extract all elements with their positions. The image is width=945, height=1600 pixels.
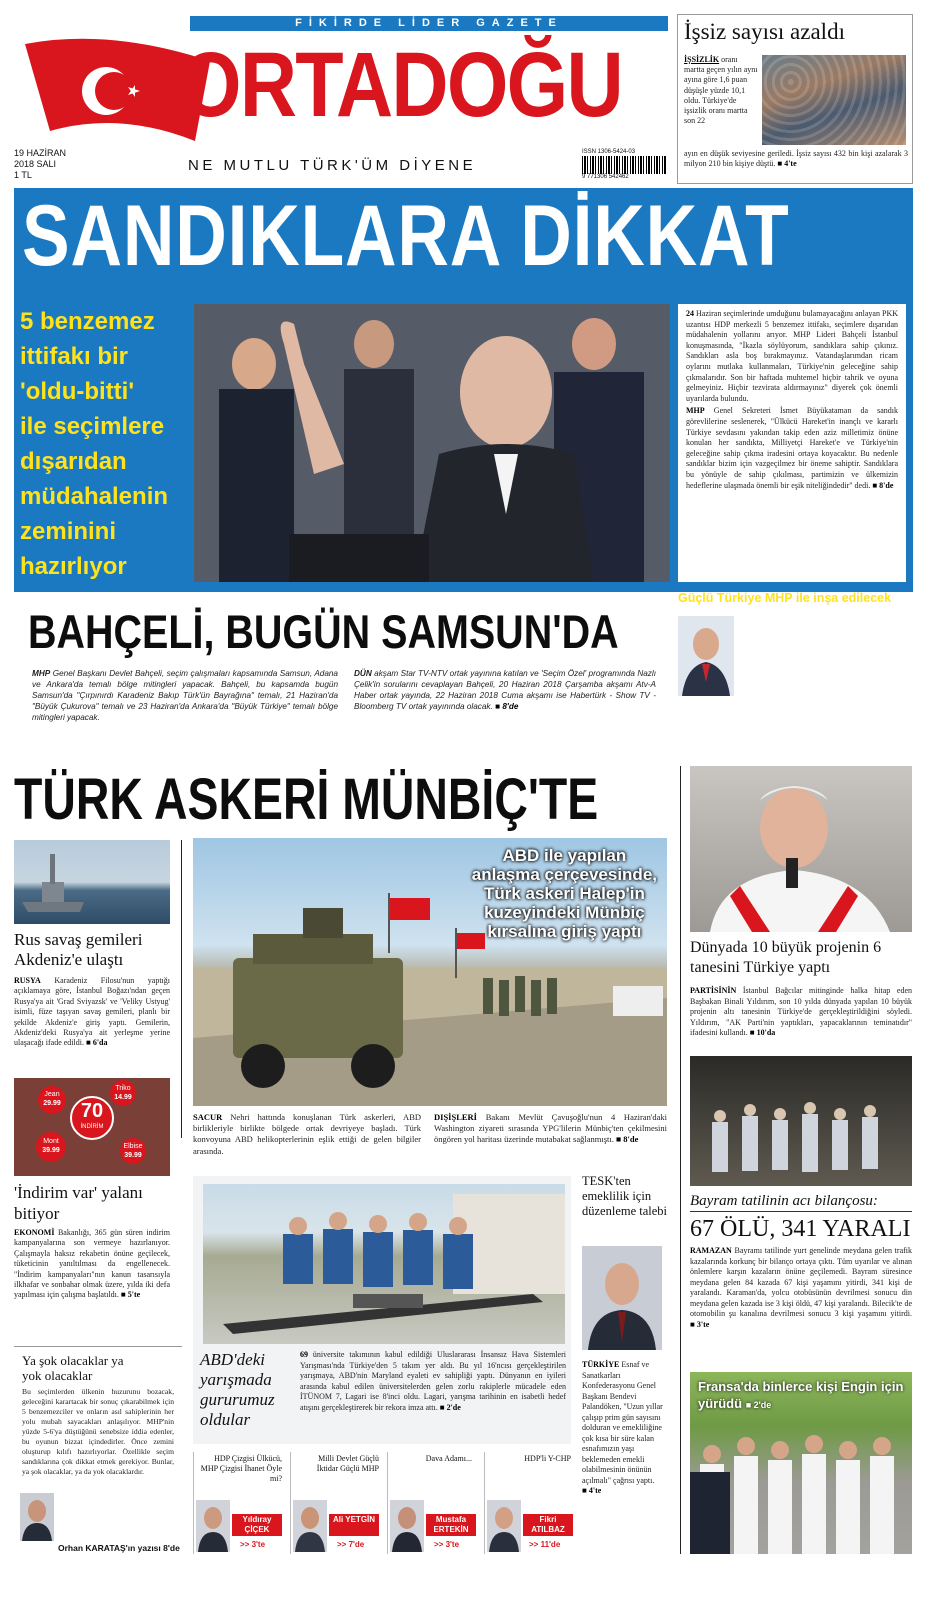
bahceli-headline: BAHÇELİ, BUGÜN SAMSUN'DA (28, 605, 619, 658)
akcay-headline: Güçlü Türkiye MHP ile inşa edilecek (678, 591, 892, 605)
funeral-photo (690, 1056, 912, 1186)
rus-headline: Rus savaş gemileri Akdeniz'e ulaştı (14, 930, 143, 969)
fransa-headline: Fransa'da binlerce kişi Engin için yürüdü ■ 2'de (698, 1379, 904, 1411)
columnist-3[interactable]: Dava Adamı... Mustafa ERTEKİN >> 3'te (387, 1452, 477, 1554)
drone-team-photo (203, 1184, 565, 1344)
yildirim-photo (690, 766, 912, 932)
karatas-photo (20, 1493, 54, 1541)
masthead-slogan: FİKİRDE LİDER GAZETE (190, 16, 668, 31)
indirim-text: EKONOMİ Bakanlığı, 365 gün süren indirim kampanyalarına son vermeye hazırlanıyor. Çalışmayla haksız rekabetin önüne geçilecek, tüketicinin yanıltılması da engellenecek. "İndirim kampanyaları"nın kanun tasarısıyla ilkhafar ve sonbahar olmak üzere, yılda iki defa yapılması için çalışma başlatıldı. ■ 5'te (14, 1228, 170, 1300)
munbic-left-text: SACUR Nehri hattında konuşlanan Türk askerleri, ABD birlikleriyle birlikte bölgede ortak devriyeye başladı. Türk konvoyuna ABD helikopterlerinin eşlik ettiği de gelen bilgiler arasında. (193, 1112, 422, 1156)
columnist-1-photo (196, 1500, 230, 1552)
main-headline: SANDIKLARA DİKKAT (22, 188, 790, 284)
yildirim-text: PARTİSİNİN İstanbul Bağcılar mitinginde halka hitap eden Başbakan Binali Yıldırım, son 10 yılda dünyada yapılan 10 büyük projenin altı tanesinin Türkiye'de gerçekleştirildiğini söyledi. Yıldırım, "AK Parti'nin yaptıkları, yapacaklarının teminatıdır" ifadesini kullandı. ■ 10'da (690, 986, 912, 1037)
main-subhead: 5 benzemez ittifakı bir 'oldu-bitti' ile seçimlere dışarıdan müdahalenin zeminini hazırlıyor (20, 308, 169, 580)
akcay-box[interactable] (678, 590, 908, 754)
bahceli-right-text: DÜN akşam Star TV-NTV ortak yayınına katılan ve 'Seçim Özel' programında Nazlı Çelik'in sorularını cevaplayan Bahçeli, 20 Haziran 2018 Çarşamba akşamı Atv-A Haber ortak yayında, 22 Haziran 2018 Cuma akşamı ise Habertürk - Show TV - Bloomberg TV ortak yayınında olacak. ■ 8'de (354, 669, 656, 711)
army-photo[interactable] (193, 838, 667, 1106)
akcay-text: MHP Manisa milletvekili adayı Erkan Akçay, seçim çalışmaları için Alaşehir'deydi. Akçay "Yıkım ittifakını yenilgiye uğratmak bir tercih değil, huzurlu ve güvenli Türkiye için bir zorunluluktur. Türkiye'nin geleceği Cumhur İttifakı'dır. Türkiye'nin parlak yarınları güçlü MHP ile inşa edilecektir" dedi. ■ 11'de (738, 614, 902, 717)
yildirim-headline: Dünyada 10 büyük projenin 6 tanesini Türkiye yaptı (690, 939, 882, 976)
barcode-number: 9 771306 542462 (582, 174, 629, 180)
columnist-1[interactable]: HDP Çizgisi Ülkücü, MHP Çizgisi İhanet Öyle mi? Yıldıray ÇİÇEK >> 3'te (193, 1452, 283, 1554)
divider-vertical-left (181, 840, 182, 1138)
palandoken-photo (582, 1246, 662, 1350)
rus-text: RUSYA Karadeniz Filosu'nun yaptığı açıklamaya göre, İstanbul Boğazı'ndan geçen Rusya'ya ait 'Grad Sviyazsk' ve 'Veliky Ustyug' isimli, füze taşıyan savaş gemileri, planlı bir şekilde Akdeniz'e giriş yaptı. Gemilerin, Akdeniz'deki Rusya'ya ait yerleşme yerine ulaşacağı ifade edildi. ■ 6'da (14, 976, 170, 1048)
bayram-headline: 67 ÖLÜ, 341 YARALI (690, 1216, 911, 1242)
indirim-headline: 'İndirim var' yalanı bitiyor (14, 1183, 143, 1223)
columnist-4-photo (487, 1500, 521, 1552)
columnist-2[interactable]: Milli Devlet Güçlü İktidar Güçlü MHP Ali YETGİN >> 7'de (290, 1452, 380, 1554)
unemployment-text-2: ayın en düşük seviyesine geriledi. İşsiz sayısı 432 bin kişi azalarak 3 milyon 210 bin kişiye düştü. ■ 4'te (684, 149, 908, 169)
main-text: 24 Haziran seçimlerinde umduğunu bulamayacağını anlayan PKK uzantısı HDP merkezli 5 benzemez ittifakı, seçimlere dışarıdan müdahalenin yollarını arıyor. MHP Lideri Bahçeli İstanbul konuşmasında, "İkazla söylüyorum, sandıklara sahip çıkınız. Sandıkları asla boş bırakmayınız. Vatandaşlarımdan ricam oylarını mutlaka kullanmaları, Türkiye'nin geleceğine sahip çıkmalarıdır. Son bir haftada muhtemel hiçbir tahrik ve oyuna gelmeyiniz. Hiçbir tezvirata aldırmayınız" diyerek çok önemli uyarılarda bulundu. MHP Genel Sekreteri İsmet Büyükataman da sandık görevlilerine seslenerek, "Ülkücü Hareket'in inançlı ve kararlı Türkiye sevdasını yakından takip eden aziz milletimiz önüne konulan her sandıkta, Milliyetçi Hareket'e ve Türkiye'nin geleceğine sahip çıkma iradesini ortaya koyacaktır. Bu nedenle sandıklar bizim için vazgeçilmez bir öneme sahiptir. Sandıklara bu yönüyle de sahip çıkılması, partimizin ve ülkemizin hedeflerine ulaşmada önemli bir eşik niteliğindedir" dedi. ■ 8'de (678, 304, 906, 582)
tesk-text: TÜRKİYE Esnaf ve Sanatkarları Konfederasyonu Genel Başkanı Bendevi Palandöken, "Uzun yıllar çalışıp prim gün sayısını dolduran ve emekliliğine çok kısa bir süre kalan esnafımızın yaşı beklemeden emekli olabilmesinin önünün açılmalı" çağrısı yaptı. ■ 4'te (582, 1360, 663, 1495)
unemployment-headline: İşsiz sayısı azaldı (684, 19, 845, 44)
issn-label: ISSN 1306-5424-03 (582, 149, 636, 155)
bahceli-left-text: MHP Genel Başkanı Devlet Bahçeli, seçim çalışmaları kapsamında Samsun, Adana ve Ankara'da temalı bölge mitingleri yapacak. Bahçeli, bu kapsamda bugün Samsun'da "Çırpınırdı Karadeniz Bakıp Türk'ün Bayrağına" temalı, 21 Haziran'da "Büyük Çukurova" temalı ve 23 Haziran'da Ankara'da "Büyük Türkiye" temalı bölge mitingleri yapacak. (32, 669, 338, 722)
discount-photo: Jean 29.99 Triko 14.99 70 İNDİRİM Mont 39.99 Elbise 39.99 (14, 1078, 170, 1176)
masthead-date: 19 HAZİRAN 2018 SALI 1 TL (14, 148, 67, 180)
unemployment-box[interactable] (677, 14, 913, 184)
masthead-motto: NE MUTLU TÜRK'ÜM DİYENE (188, 157, 477, 174)
akcay-photo (678, 616, 734, 696)
yasok-title: Ya şok olacaklar ya yok olacaklar (22, 1353, 124, 1383)
yasok-column[interactable] (14, 1346, 182, 1554)
masthead-name: ORTADOĞU (180, 34, 622, 136)
unemployment-text-1: İŞSİZLİK oranı martta geçen yılın aynı ayına göre 1,6 puan düşüşle yüzde 10,1 oldu. Türkiye'de işsizlik oranı martta son 22 (684, 55, 758, 126)
tesk-headline: TESK'ten emeklilik için düzenleme talebi (582, 1174, 668, 1218)
march-photo[interactable] (690, 1372, 912, 1554)
masthead (0, 0, 675, 185)
munbic-headline: TÜRK ASKERİ MÜNBİÇ'TE (14, 767, 599, 832)
munbic-overlay: ABD ile yapılan anlaşma çerçevesinde, Türk askeri Halep'in kuzeyindeki Münbiç kırsalına giriş yaptı (471, 846, 657, 941)
columnist-3-photo (390, 1500, 424, 1552)
bayram-kicker: Bayram tatilinin acı bilançosu: (690, 1192, 912, 1212)
bahceli-photo (194, 304, 670, 582)
yasok-byline: Orhan KARATAŞ'ın yazısı 8'de (58, 1543, 180, 1553)
yarisma-text: 69 üniversite takımının kabul edildiği Uluslararası İnsansız Hava Sistemleri Yarışması'nda Türkiye'den 5 takım yer aldı. Bu yıl 16'ncısı gerçekleştirilen yarışmaya, ABD'nin Maryland eyaleti ev sahipliği yaptı. Dünyanın en iyileri arasında kabul edilen üniversitelerden gelen zorlu rakiplerle mücadele eden İTÜNOM 7, Lagari ise 8'inci oldu. Lagari, yarışma tarihinin en isabetli hedef atışını gerçekleştirerek bir rekora imza attı. ■ 2'de (300, 1350, 566, 1412)
divider-vertical-right (680, 766, 681, 1554)
yasok-text: Bu seçimlerden ülkenin huzurunu bozacak, geleceğini karartacak bir sonuç çıkarabilmek için 5 benzemezciler ve onların asıl sahiplerinin her yolu mubah sayacakları anlaşılıyor. MHP'nin yüzde 5-6'ya düştüğünü senebsize iddia edenler, bu oyunun bizzat içindedirler. Önce zemini oluşturup kılıfı hazırlıyorlar. Özellikle seçim sandıklarına çok dikkat etmek gerekiyor. Bunlar, ya şok olacaklar, ya da yok olacaklardır. (22, 1387, 174, 1476)
crowd-photo (762, 55, 906, 145)
columnist-4[interactable]: HDP'li Y-CHP Fikri ATILBAZ >> 11'de (484, 1452, 574, 1554)
warship-photo (14, 840, 170, 924)
yarisma-headline: ABD'deki yarışmada gururumuz oldular (200, 1350, 275, 1429)
munbic-right-text: DIŞİŞLERİ Bakanı Mevlüt Çavuşoğlu'nun 4 Haziran'daki Washington ziyareti sırasında YPG'lilerin Münbiç'ten çekilmesini öngören yol haritası üzerinde mutabakat sağlanmıştı. ■ 8'de (434, 1112, 668, 1145)
barcode (582, 156, 667, 174)
bayram-text: RAMAZAN Bayramı tatilinde yurt genelinde meydana gelen trafik kazalarında korkunç bir bilanço ortaya çıktı. Tüm uyarılar ve alınan önlemlere karşın kazaların önüne geçilemedi. Bayram süresince meydana gelen 84 kazada 67 kişi yaşamını yitirdi, 341 kişi de yaralandı. Karaman'da, yolcu otobüsünün devrilmesi sonucu din meydana gelen kazada ise 3 kişi öldü, 47 kişi yaralandı. Bilecik'te de otomobilin şu kanalına devrilmesi sonucu 3 kişi yaşamını yitirdi. ■ 3'te (690, 1246, 913, 1329)
columnist-2-photo (293, 1500, 327, 1552)
